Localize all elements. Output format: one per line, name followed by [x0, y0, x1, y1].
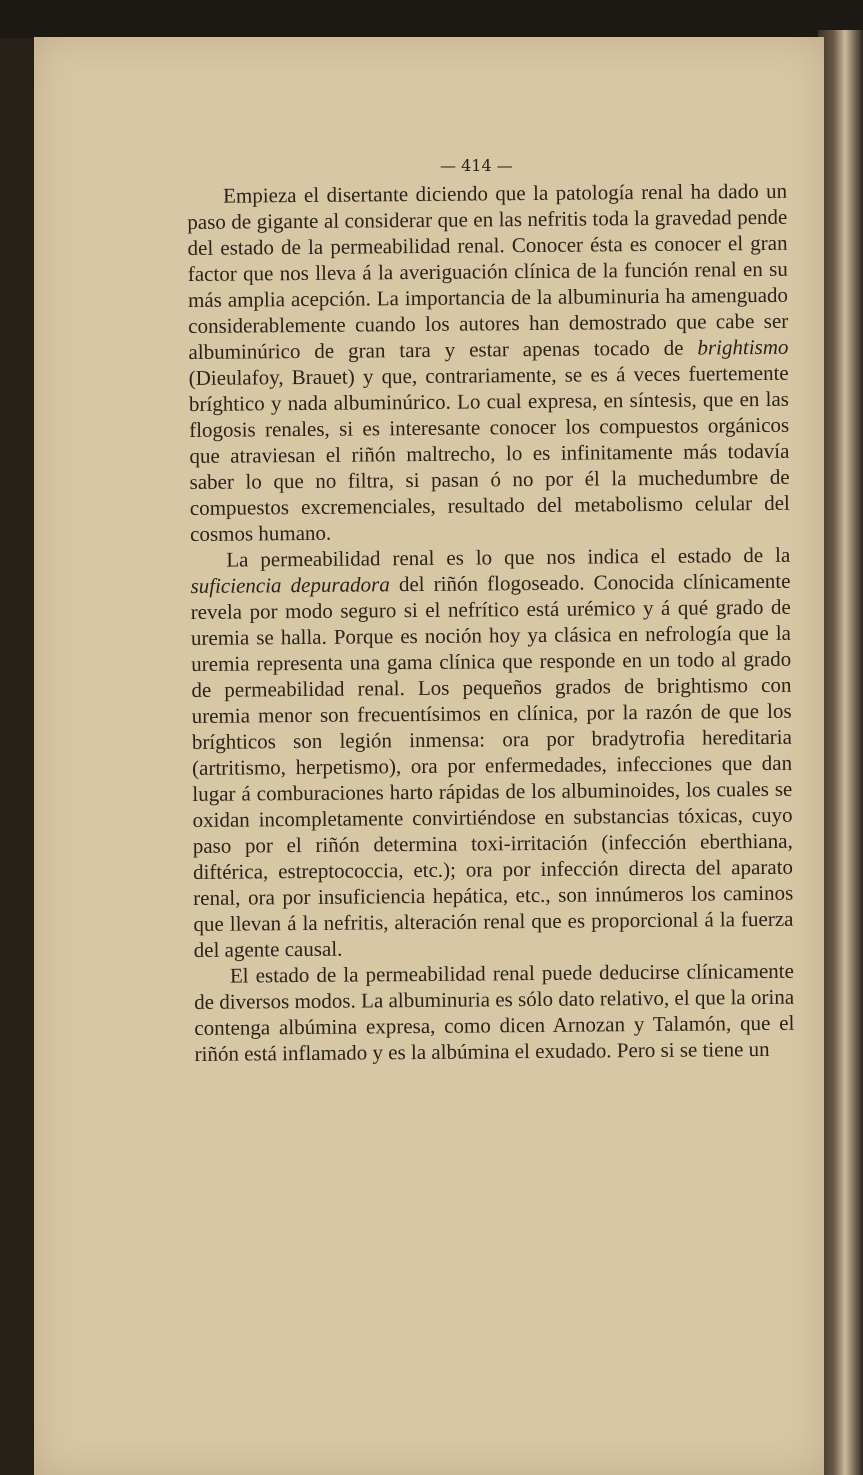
paragraph-2-run-3: del riñón flogoseado. Conocida clínicamente revela por modo seguro si el nefrítico está urémico y á qué grado de uremia se halla. Porque es noción hoy ya clásica en nefrología que la uremia representa una gama clínica que responde en un todo al grado de permeabilidad renal. Los pequeños grados de brightismo con uremia menor son frecuentísimos en clínica, por la razón de que los bríghticos son legión inmensa: ora por bradytrofia hereditaria (artritismo, herpetismo), ora por enfermedades, infecciones que dan lugar á comburaciones harto rápidas de los albuminoides, los cuales se oxidan incompletamente convirtiéndose en substancias tóxicas, cuyo paso por el riñón determina toxi-irritación (infección eberthiana, diftérica, estreptococcia, etc.); ora por infección directa del aparato renal, ora por insuficiencia hepática, etc., son innúmeros los caminos que llevan á la nefritis, alteración renal que es proporcional á la fuerza del agente causal.	[190, 568, 794, 962]
italic-term-brightismo: brightismo	[697, 334, 789, 360]
paragraph-1	[187, 178, 790, 547]
paragraph-2-run-1: La permeabilidad renal es lo que nos indica el estado de la	[226, 542, 791, 572]
scan-background-top	[0, 0, 863, 38]
book-edge	[818, 30, 863, 1475]
paragraph-3-run-1: El estado de la permeabilidad renal puede deducirse clínicamente de diversos modos. La albuminuria es sólo dato relativo, el que la orina contenga albúmina expresa, como dicen Arnozan y Talamón, que el riñón está inflamado y es la albúmina el exudado. Pero si se tiene un	[194, 958, 795, 1066]
paragraph-3	[194, 958, 795, 1067]
paragraph-1-run-1: Empieza el disertante diciendo que la patología renal ha dado un paso de gigante al considerar que en las nefritis toda la gravedad pende del estado de la permeabilidad renal. Conocer ésta es conocer el gran factor que nos lleva á la averiguación clínica de la función renal en su más amplia acepción. La importancia de la albuminuria ha amenguado considerablemente cuando los autores han demostrado que cabe ser albuminúrico de gran tara y estar apenas tocado de	[187, 178, 789, 364]
page-body-text	[187, 178, 795, 1067]
paragraph-1-run-3: (Dieulafoy, Brauet) y que, contrariamente, se es á veces fuertemente bríghtico y nada albuminúrico. Lo cual expresa, en síntesis, que en las flogosis renales, si es interesante conocer los compuestos orgánicos que atraviesan el riñón maltrecho, lo es infinitamente más todavía saber lo que no filtra, si pasan ó no por él la muchedumbre de compuestos excremenciales, resultado del metabolismo celular del cosmos humano.	[188, 360, 790, 546]
paragraph-2	[190, 542, 794, 963]
italic-term-suficiencia-depuradora: suficiencia depuradora	[190, 572, 390, 598]
page-number: — 414 —	[440, 156, 513, 175]
